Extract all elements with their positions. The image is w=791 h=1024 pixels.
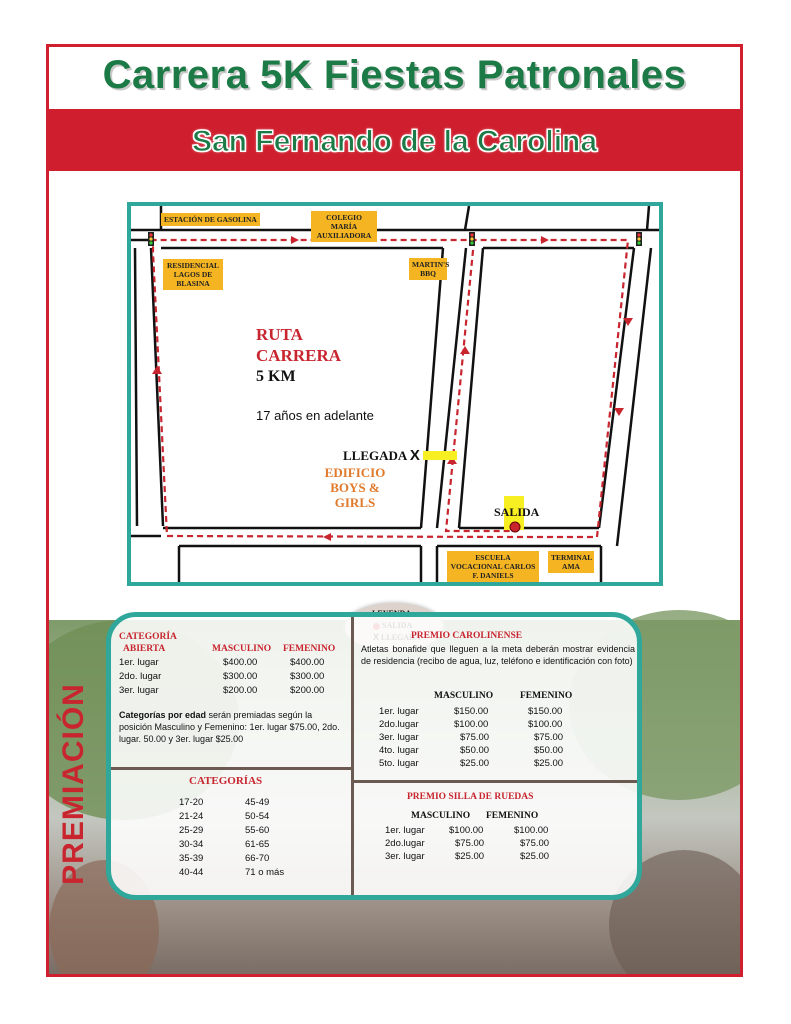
wheelchair-row-place: 3er. lugar (385, 851, 425, 862)
route-age: 17 años en adelante (256, 408, 374, 423)
carolinense-row-f: $150.00 (528, 706, 563, 717)
building-line1: EDIFICIO (324, 465, 386, 480)
open-row-f: $300.00 (290, 671, 325, 682)
category-item: 40-44 (179, 867, 204, 878)
category-item: 55-60 (245, 825, 270, 836)
wheelchair-row-f: $100.00 (514, 825, 549, 836)
category-item: 71 o más (245, 867, 285, 878)
open-row-m: $300.00 (223, 671, 258, 682)
carolinense-row-m: $75.00 (460, 732, 490, 743)
category-item: 21-24 (179, 811, 204, 822)
carolinense-row-f: $100.00 (528, 719, 563, 730)
page-subtitle: San Fernando de la Carolina (191, 125, 598, 158)
carolinense-row-f: $75.00 (534, 732, 564, 743)
prize-panel (106, 612, 642, 900)
category-item: 50-54 (245, 811, 270, 822)
open-row-f: $400.00 (290, 657, 325, 668)
open-row-place: 2do. lugar (119, 671, 162, 682)
carolinense-row-m: $100.00 (454, 719, 489, 730)
page-title: Carrera 5K Fiestas Patronales (102, 53, 687, 97)
age-category-note: Categorías por edad serán premiadas según la posición Masculino y Femenino: 1er. lugar $75.00, 2do. lugar. 50.00 y 3er. lugar $25.00 (119, 710, 340, 744)
landmark-escuela: ESCUELA VOCACIONAL CARLOS F. DANIELS (447, 551, 539, 582)
carolinense-col-f: FEMENINO (520, 691, 573, 701)
route-title-line1: RUTA (256, 325, 303, 344)
wheelchair-row-m: $100.00 (449, 825, 484, 836)
wheelchair-col-f: FEMENINO (486, 811, 539, 821)
landmark-terminal: TERMINAL AMA (548, 551, 594, 573)
carolinense-row-m: $50.00 (460, 745, 490, 756)
carolinense-row-f: $25.00 (534, 758, 564, 769)
category-item: 61-65 (245, 839, 270, 850)
building-label (309, 465, 401, 510)
carolinense-description: Atletas bonafide que lleguen a la meta deberán mostrar evidencia de residencia (recibo de agua, luz, teléfono e identificación con foto) (361, 644, 635, 666)
carolinense-row-place: 1er. lugar (379, 706, 419, 717)
category-item: 45-49 (245, 797, 270, 808)
landmark-colegio: COLEGIO MARÍA AUXILIADORA (311, 211, 377, 242)
start-marker-icon (510, 522, 520, 532)
categories-title: CATEGORÍAS (189, 775, 263, 787)
finish-label: LLEGADA X (343, 447, 420, 464)
category-item: 25-29 (179, 825, 204, 836)
wheelchair-row-m: $25.00 (455, 851, 485, 862)
landmark-martins: MARTIN'S BBQ (409, 258, 447, 280)
open-col-f: FEMENINO (283, 644, 336, 654)
route-map (127, 202, 663, 586)
open-category-subtitle: ABIERTA (123, 644, 166, 654)
carolinense-title: PREMIO CAROLINENSE (411, 631, 523, 641)
carolinense-col-m: MASCULINO (434, 691, 494, 701)
wheelchair-row-f: $75.00 (520, 838, 550, 849)
premiacion-side-title: PREMIACIÓN (57, 683, 90, 885)
open-row-m: $200.00 (223, 685, 258, 696)
route-title-line2: CARRERA (256, 346, 341, 365)
landmark-gasolina: ESTACIÓN DE GASOLINA (161, 213, 260, 226)
landmark-residencial: RESIDENCIAL LAGOS DE BLASINA (163, 259, 223, 290)
open-row-m: $400.00 (223, 657, 258, 668)
finish-highlight (423, 451, 457, 460)
category-item: 30-34 (179, 839, 204, 850)
carolinense-row-f: $50.00 (534, 745, 564, 756)
carolinense-row-place: 2do.lugar (379, 719, 419, 730)
category-item: 35-39 (179, 853, 204, 864)
wheelchair-col-m: MASCULINO (411, 811, 471, 821)
open-category-title: CATEGORÍA (119, 632, 177, 642)
route-distance: 5 KM (256, 368, 296, 385)
carolinense-row-place: 3er. lugar (379, 732, 419, 743)
wheelchair-row-place: 1er. lugar (385, 825, 425, 836)
open-col-m: MASCULINO (212, 644, 272, 654)
wheelchair-row-f: $25.00 (520, 851, 550, 862)
wheelchair-row-m: $75.00 (455, 838, 485, 849)
carolinense-row-place: 4to. lugar (379, 745, 419, 756)
carolinense-row-place: 5to. lugar (379, 758, 419, 769)
wheelchair-title: PREMIO SILLA DE RUEDAS (407, 792, 534, 802)
category-item: 66-70 (245, 853, 270, 864)
carolinense-row-m: $150.00 (454, 706, 489, 717)
open-row-f: $200.00 (290, 685, 325, 696)
category-item: 17-20 (179, 797, 204, 808)
start-label: SALIDA (494, 505, 540, 519)
carolinense-row-m: $25.00 (460, 758, 490, 769)
open-row-place: 1er. lugar (119, 657, 159, 668)
wheelchair-row-place: 2do.lugar (385, 838, 425, 849)
building-line2: BOYS & GIRLS (330, 480, 380, 510)
open-row-place: 3er. lugar (119, 685, 159, 696)
finish-x-icon: X (409, 447, 420, 464)
